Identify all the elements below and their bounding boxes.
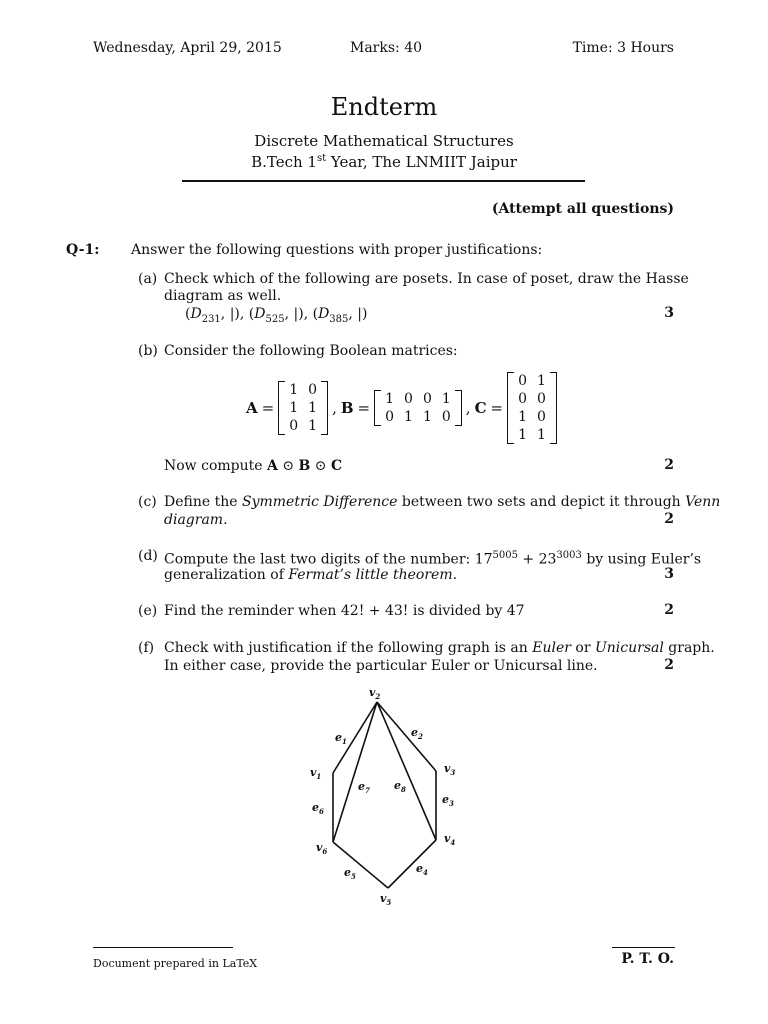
- part-c-line1: [164, 493, 720, 511]
- pto-label: P. T. O.: [621, 951, 674, 967]
- vertex-label-v5: $v_5$: [380, 892, 392, 907]
- vertex-label-v1: $v_1$: [310, 766, 322, 781]
- expr-op: ⊙: [277, 458, 299, 474]
- equals-sign: =: [261, 399, 275, 417]
- part-b-compute: [164, 457, 342, 475]
- text: or: [570, 640, 595, 656]
- text: between two sets and depict it through: [397, 494, 686, 510]
- matrix-c-cell: 0: [537, 409, 546, 425]
- part-b-marks: 2: [664, 457, 674, 473]
- matrix-c-cell: 1: [518, 409, 528, 425]
- edge-label-e6: $e_6$: [312, 801, 324, 816]
- page-title: Endterm: [330, 93, 438, 121]
- part-e-marks: 2: [664, 602, 674, 618]
- part-e-label: (e): [138, 603, 158, 619]
- part-e-text: Find the reminder when 42! + 43! is divided by 47: [164, 603, 525, 619]
- equals-sign: =: [357, 399, 371, 417]
- part-c-marks: 2: [664, 511, 674, 527]
- matrix-a-cell: 1: [289, 382, 299, 398]
- matrix-a-cell: 1: [308, 400, 318, 416]
- page-subtitle: Discrete Mathematical Structures: [254, 132, 514, 150]
- edge-label-e4: $e_4$: [416, 862, 428, 877]
- latex-logo: LaTeX: [222, 957, 258, 970]
- expr-b: B: [298, 458, 311, 474]
- matrix-a-label: A: [246, 399, 258, 417]
- part-f-line2: In either case, provide the particular Euler or Unicursal line.: [164, 658, 598, 674]
- text: Compute the last two digits of the number: 17: [164, 551, 493, 568]
- question-number: Q-1:: [66, 242, 100, 258]
- part-a-line1: Check which of the following are posets. In case of poset, draw the Hasse: [164, 271, 689, 287]
- math-sub: 525: [265, 313, 285, 325]
- text: graph.: [663, 640, 715, 656]
- part-d-label: (d): [138, 548, 158, 564]
- matrix-b: [374, 390, 462, 426]
- math-d: D: [190, 306, 202, 322]
- part-f-marks: 2: [664, 657, 674, 673]
- matrix-b-cell: 0: [404, 391, 413, 407]
- matrix-c-cell: 0: [518, 373, 528, 389]
- footer-note: [93, 957, 257, 970]
- expr-c: C: [331, 458, 343, 474]
- math-d: D: [254, 306, 266, 322]
- matrix-c-cell: 1: [518, 427, 528, 443]
- part-b-label: (b): [138, 343, 158, 359]
- vertex-label-v2: $v_2$: [369, 686, 381, 701]
- math-rest: , |): [348, 306, 368, 322]
- part-f-label: (f): [138, 640, 155, 656]
- comma: ,: [332, 399, 337, 417]
- part-a-label: (a): [138, 271, 158, 287]
- instruction: (Attempt all questions): [491, 201, 674, 217]
- text: by using Euler’s: [581, 551, 702, 568]
- vertex-label-v3: $v_3$: [444, 762, 456, 777]
- term-fermat: Fermat’s little theorem.: [288, 567, 458, 583]
- edge-label-e2: $e_2$: [411, 726, 423, 741]
- course-suffix: Year, The LNMIIT Jaipur: [326, 153, 517, 171]
- equals-sign: =: [490, 399, 504, 417]
- matrix-b-label: B: [340, 399, 354, 417]
- vertex-label-v4: $v_4$: [444, 832, 456, 847]
- text: + 23: [517, 551, 557, 568]
- graph-edge-e7: [333, 702, 377, 842]
- math-sub: 385: [329, 313, 349, 325]
- course-prefix: B.Tech 1: [251, 153, 317, 171]
- title-rule: [182, 180, 585, 182]
- matrix-a-cell: 0: [289, 418, 299, 434]
- matrix-b-cell: 0: [422, 391, 432, 407]
- question-intro: Answer the following questions with proper justifications:: [131, 242, 543, 258]
- graph-edge-e5: [333, 842, 388, 888]
- text: Define the: [164, 494, 242, 510]
- matrix-a-cell: 0: [308, 382, 318, 398]
- matrix-c: [507, 372, 557, 444]
- part-a-math: ($D_{231}$, |), ($D_{525}$, |), ($D_{385}$, |): [185, 306, 368, 325]
- term-venn: Venn: [685, 494, 721, 510]
- footer-rule-left: [93, 947, 233, 948]
- matrix-b-cell: 1: [404, 409, 413, 425]
- graph-diagram: [300, 680, 470, 910]
- course-line: [0, 153, 768, 171]
- math-d: D: [318, 306, 330, 322]
- graph-edge-e4: [388, 840, 436, 888]
- exponent: 5005: [492, 550, 518, 561]
- matrix-b-cell: 0: [385, 409, 395, 425]
- part-f-line1: [164, 639, 715, 657]
- edge-label-e8: $e_8$: [394, 779, 406, 794]
- graph-edge-e2: [377, 702, 436, 771]
- edge-label-e5: $e_5$: [344, 866, 356, 881]
- expr-a: A: [267, 458, 278, 474]
- matrix-b-cell: 1: [422, 409, 432, 425]
- matrix-c-label: C: [474, 399, 487, 417]
- math-rest: , |): [284, 306, 304, 322]
- compute-text: Now compute: [164, 458, 267, 474]
- term-euler: Euler: [532, 640, 571, 656]
- header-time: Time: 3 Hours: [572, 40, 674, 56]
- matrix-b-cell: 0: [441, 409, 451, 425]
- edge-label-e3: $e_3$: [442, 793, 454, 808]
- matrix-a-cell: 1: [289, 400, 299, 416]
- expr-op: ⊙: [310, 458, 331, 474]
- matrix-c-cell: 1: [537, 427, 546, 443]
- text: generalization of: [164, 567, 289, 583]
- part-c-line2: diagram.: [164, 512, 228, 528]
- matrix-b-cell: 1: [385, 391, 395, 407]
- graph-edge-e8: [377, 702, 436, 840]
- math-sub: 231: [201, 313, 221, 325]
- matrices-row: [246, 372, 557, 444]
- term-unicursal: Unicursal: [594, 640, 664, 656]
- part-c-label: (c): [138, 494, 157, 510]
- footer-text: Document prepared in: [93, 957, 223, 970]
- part-a-line2: diagram as well.: [164, 288, 282, 304]
- math-rest: , |): [220, 306, 240, 322]
- matrix-c-cell: 0: [537, 391, 546, 407]
- vertex-label-v6: $v_6$: [316, 841, 328, 856]
- part-a-marks: 3: [664, 305, 674, 321]
- part-d-marks: 3: [664, 566, 674, 582]
- text: Check with justification if the following graph is an: [164, 640, 533, 656]
- exponent: 3003: [556, 550, 582, 561]
- part-d-line2: [164, 566, 457, 584]
- matrix-c-cell: 0: [518, 391, 528, 407]
- footer-rule-right: [612, 947, 675, 948]
- course-sup: st: [316, 153, 327, 164]
- header-marks: Marks: 40: [350, 40, 423, 56]
- term-symmetric-difference: Symmetric Difference: [241, 494, 398, 510]
- header-date: Wednesday, April 29, 2015: [93, 40, 282, 56]
- edge-label-e7: $e_7$: [358, 780, 370, 795]
- matrix-a: [278, 381, 328, 435]
- matrix-c-cell: 1: [537, 373, 546, 389]
- comma: ,: [465, 399, 471, 417]
- matrix-b-cell: 1: [441, 391, 451, 407]
- matrix-a-cell: 1: [308, 418, 318, 434]
- part-b-text: Consider the following Boolean matrices:: [164, 343, 458, 359]
- edge-label-e1: $e_1$: [335, 731, 347, 746]
